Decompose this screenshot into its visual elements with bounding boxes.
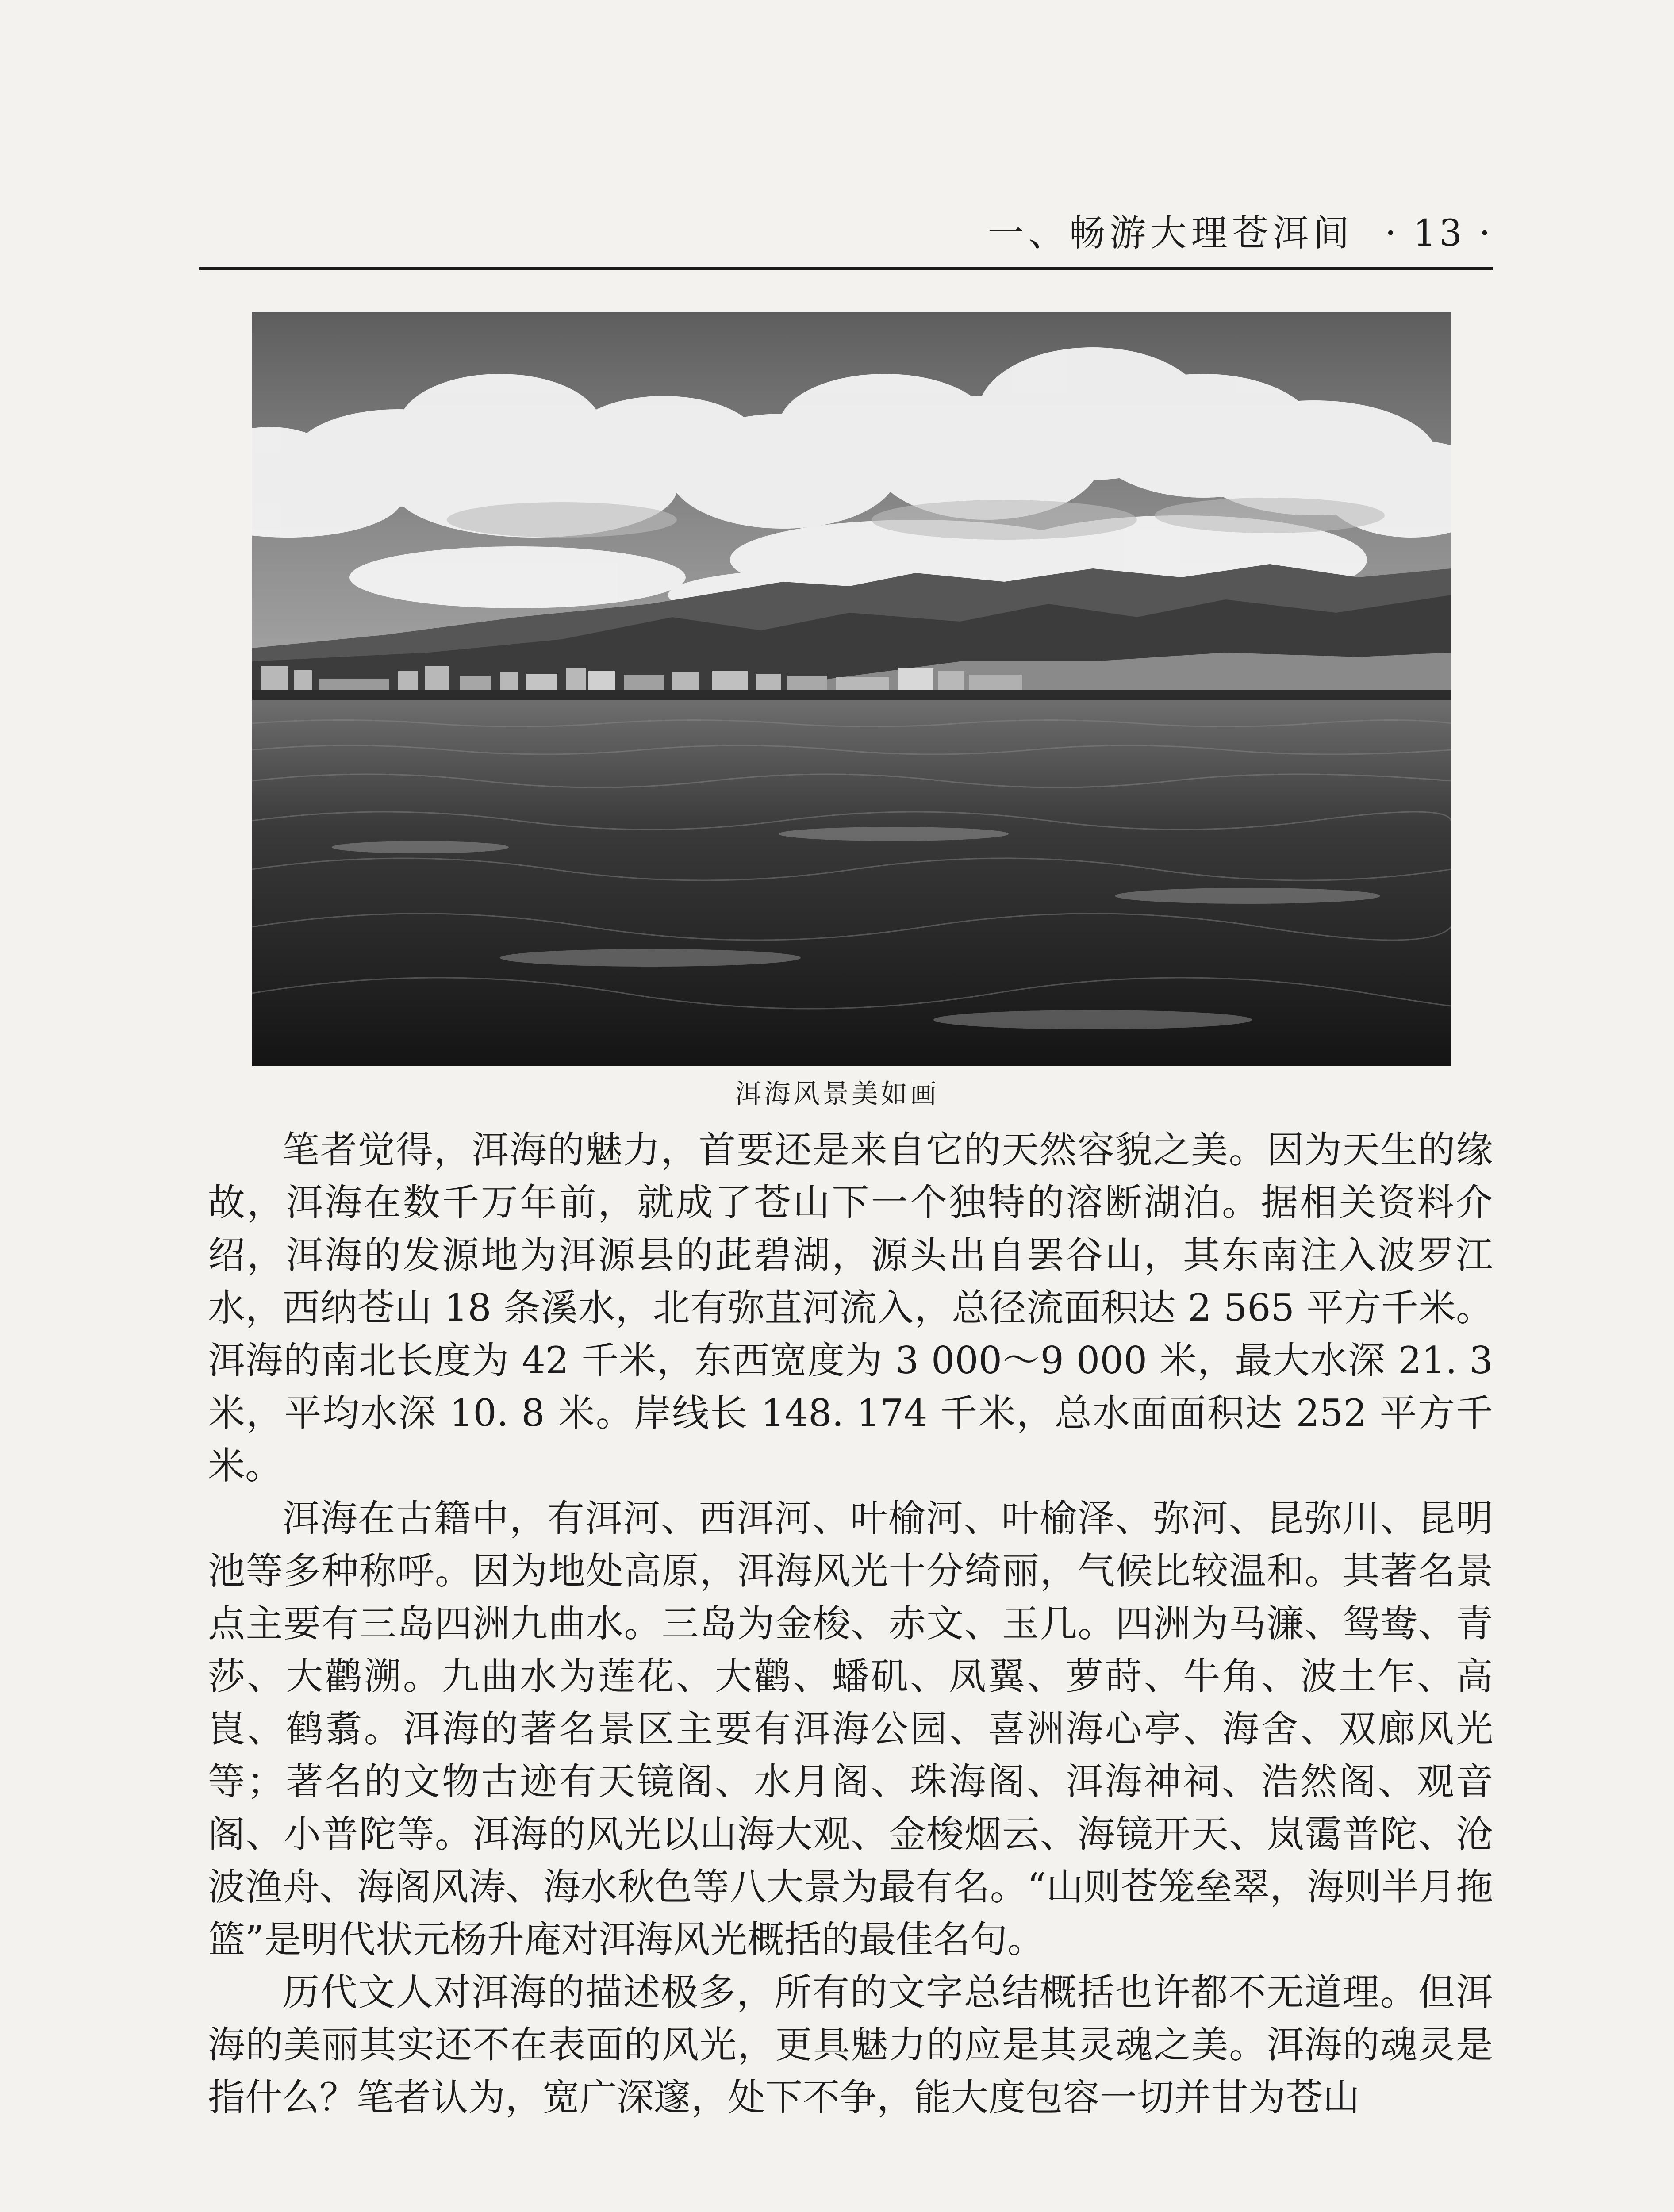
page-number: · 13 · [1385, 212, 1493, 254]
erhai-lake-photo [252, 312, 1451, 1066]
paragraph-2: 洱海在古籍中，有洱河、西洱河、叶榆河、叶榆泽、弥河、昆弥川、昆明池等多种称呼。因为地处高原，洱海风光十分绮丽，气候比较温和。其著名景点主要有三岛四洲九曲水。三岛为金梭、赤文、玉几。四洲为马濂、鸳鸯、青莎、大鹳溯。九曲水为莲花、大鹳、蟠矶、凤翼、萝莳、牛角、波土乍、高崀、鹤翥。洱海的著名景区主要有洱海公园、喜洲海心亭、海舍、双廊风光等；著名的文物古迹有天镜阁、水月阁、珠海阁、洱海神祠、浩然阁、观音阁、小普陀等。洱海的风光以山海大观、金梭烟云、海镜开天、岚霭普陀、沧波渔舟、海阁风涛、海水秋色等八大景为最有名。“山则苍笼垒翠，海则半月拖篮”是明代状元杨升庵对洱海风光概括的最佳名句。 [208, 1497, 1493, 1961]
paragraph-3: 历代文人对洱海的描述极多，所有的文字总结概括也许都不无道理。但洱海的美丽其实还不在表面的风光，更具魅力的应是其灵魂之美。洱海的魂灵是指什么？笔者认为，宽广深邃，处下不争，能大度包容一切并甘为苍山 [208, 1970, 1493, 2119]
figure-caption: 洱海风景美如画 [735, 1079, 939, 1110]
header-title-line [987, 204, 1493, 256]
running-header [199, 195, 1493, 270]
lake-water [252, 700, 1451, 1066]
paragraph-1: 笔者觉得，洱海的魅力，首要还是来自它的天然容貌之美。因为天生的缘故，洱海在数千万年前，就成了苍山下一个独特的溶断湖泊。据相关资料介绍，洱海的发源地为洱源县的茈碧湖，源头出自罢谷山，其东南注入波罗江水，西纳苍山 18 条溪水，北有弥苴河流入，总径流面积达 2 565 平方千米。洱海的南北长度为 42 千米，东西宽度为 3 000～9 000 米，最大水深 21. 3 米，平均水深 10. 8 米。岸线长 148. 174 千米，总水面面积达 252 平方千米。 [208, 1128, 1493, 1487]
body-text [208, 1124, 1493, 2124]
header-rule [199, 267, 1493, 270]
chapter-title: 一、畅游大理苍洱间 [987, 212, 1354, 254]
shoreline [252, 690, 1451, 700]
